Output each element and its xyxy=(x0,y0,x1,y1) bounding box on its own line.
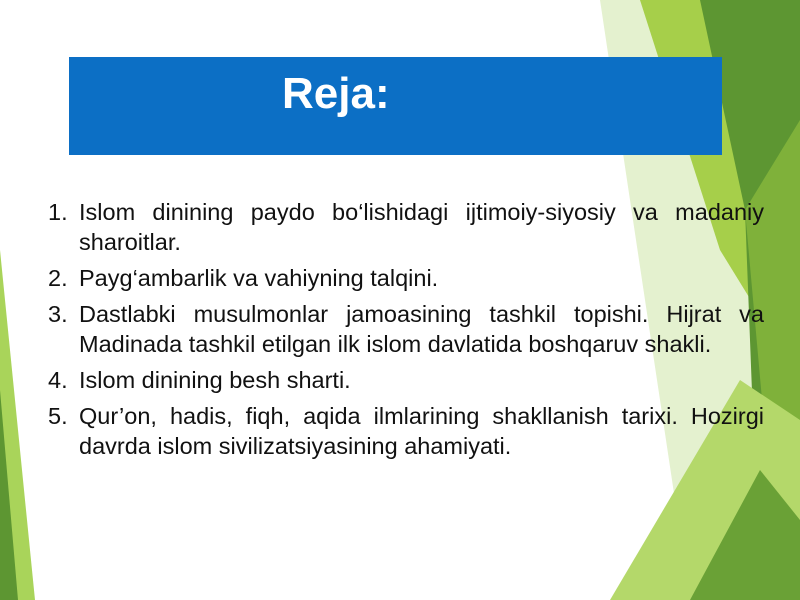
list-item-number: 2. xyxy=(48,265,68,291)
list-item-number: 5. xyxy=(48,403,68,429)
slide-title: Reja: xyxy=(282,69,390,118)
list-item-text: Islom dinining besh sharti. xyxy=(79,367,351,393)
list-item-number: 3. xyxy=(48,301,68,327)
list-item-text: Dastlabki musulmonlar jamoasining tashkil topishi. Hijrat va Madinada tashkil etilgan ilk islom davlatida boshqaruv shakli. xyxy=(79,301,764,357)
list-item-number: 4. xyxy=(48,367,68,393)
agenda-list xyxy=(48,197,764,467)
list-item xyxy=(48,401,764,461)
list-item xyxy=(48,299,764,359)
list-item xyxy=(48,365,764,395)
list-item-text: Islom dinining paydo bo‘lishidagi ijtimoiy-siyosiy va madaniy sharoitlar. xyxy=(79,199,764,255)
list-item-text: Payg‘ambarlik va vahiyning talqini. xyxy=(79,265,439,291)
list-item xyxy=(48,263,764,293)
list-item-number: 1. xyxy=(48,199,68,225)
title-bar xyxy=(69,57,722,155)
list-item-text: Qur’on, hadis, fiqh, aqida ilmlarining shakllanish tarixi. Hozirgi davrda islom sivilizatsiyasining ahamiyati. xyxy=(79,403,764,459)
list-item xyxy=(48,197,764,257)
